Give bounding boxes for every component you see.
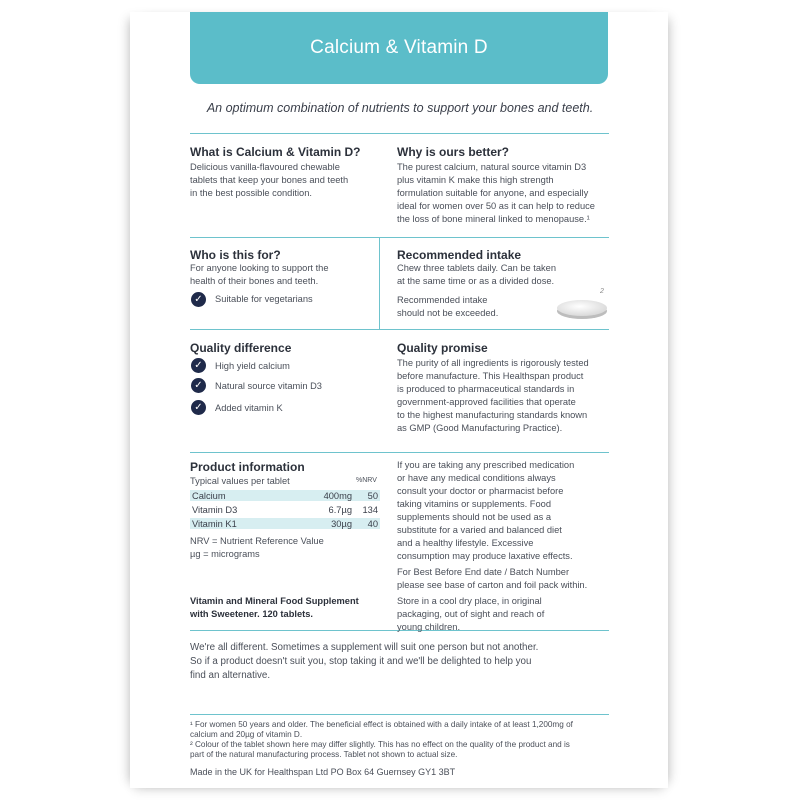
check-icon: ✓ [191,358,206,373]
tablet-footnote-marker: 2 [600,288,604,295]
intake-warning: Recommended intake should not be exceeded. [397,295,499,318]
who-heading: Who is this for? [190,248,281,262]
check-icon: ✓ [191,378,206,393]
footnote-2: ² Colour of the tablet shown here may differ slightly. This has no effect on the quality of the product and is part of the natural manufacturing process. Tablet not shown to actual size. [190,740,570,759]
who-text: For anyone looking to support the health of their bones and teeth. [190,263,329,286]
typical-values-label: Typical values per tablet [190,476,290,486]
supplement-statement: Vitamin and Mineral Food Supplement with Sweetener. 120 tablets. [190,596,359,619]
intake-text: Chew three tablets daily. Can be taken at the same time or as a divided dose. [397,263,557,286]
quality-heading: Quality difference [190,341,292,355]
nrv-header: %NRV [356,477,377,484]
guarantee-text: We're all different. Sometimes a supplement will suit one person but not another. So if a product doesn't suit you, stop taking it and we'll be delighted to help you find an alternative. [190,642,539,681]
table-row: Vitamin D3 6.7µg 134 [192,504,378,515]
nrv-notes: NRV = Nutrient Reference Value µg = micrograms [190,536,324,559]
footnote-1: ¹ For women 50 years and older. The beneficial effect is obtained with a daily intake of at least 1,200mg of calcium and 20µg of vitamin D. [190,720,573,739]
column-divider [379,237,380,329]
intake-heading: Recommended intake [397,248,522,262]
divider [190,714,609,715]
divider [190,133,609,134]
tablet-image [555,296,609,320]
promise-text: The purity of all ingredients is rigorously tested before manufacture. This Healthspan product is produced to pharmaceutical standards in government-approved facilities that operate to the highest manufacturing standards known as GMP (Good Manufacturing Practice). [397,358,589,433]
check-label: High yield calcium [215,361,290,371]
divider [190,329,609,330]
tagline: An optimum combination of nutrients to support your bones and teeth. [206,101,594,115]
check-icon: ✓ [191,400,206,415]
what-heading: What is Calcium & Vitamin D? [190,145,361,159]
advice-text: If you are taking any prescribed medication or have any medical conditions always consult your doctor or pharmacist before taking vitamins or supplements. Food supplements should not be used as a substitute for a varied and balanced diet and a healthy lifestyle. Excessive consumption may produce laxative effects. [397,460,575,561]
made-in-text: Made in the UK for Healthspan Ltd PO Box 64 Guernsey GY1 3BT [190,767,456,777]
product-heading: Product information [190,460,305,474]
table-row: Calcium 400mg 50 [192,490,378,501]
what-text: Delicious vanilla-flavoured chewable tablets that keep your bones and teeth in the best possible condition. [190,162,349,198]
page-title: Calcium & Vitamin D [190,12,608,84]
promise-heading: Quality promise [397,341,488,355]
divider [190,237,609,238]
check-label: Suitable for vegetarians [215,294,313,304]
why-text: The purest calcium, natural source vitamin D3 plus vitamin K make this high strength formulation suitable for anyone, and especially ideal for women over 50 as it can help to reduce the loss of bone mineral linked to menopause.¹ [397,162,595,224]
check-label: Natural source vitamin D3 [215,381,322,391]
check-label: Added vitamin K [215,403,283,413]
best-before-text: For Best Before End date / Batch Number please see base of carton and foil pack within. [397,567,588,590]
nutrition-table [190,487,380,532]
storage-text: Store in a cool dry place, in original packaging, out of sight and reach of young children. [397,596,545,632]
why-heading: Why is ours better? [397,145,510,159]
check-icon: ✓ [191,292,206,307]
table-row: Vitamin K1 30µg 40 [192,518,378,529]
divider [190,452,609,453]
